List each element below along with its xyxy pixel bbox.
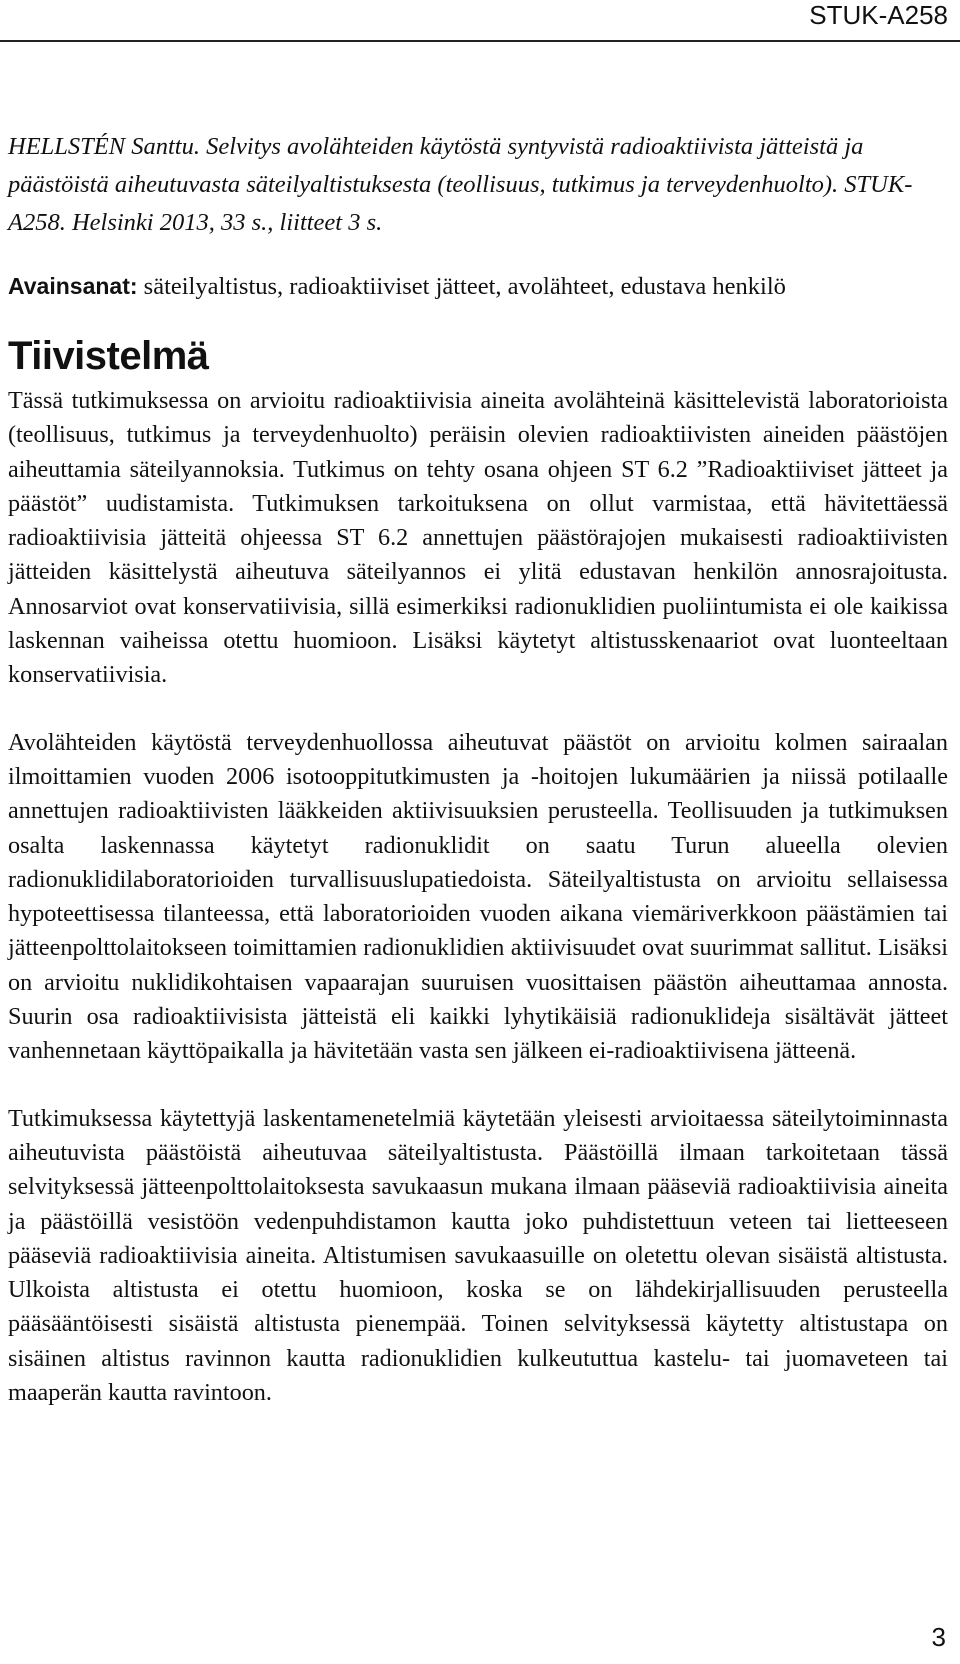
bibliographic-citation: HELLSTÉN Santtu. Selvitys avolähteiden käytöstä syntyvistä radioaktiivista jätteistä ja päästöistä aiheutuvasta säteilyaltistuksesta (teollisuus, tutkimus ja terveydenhuolto). STUK-A258. Helsinki 2013, 33 s., liitteet 3 s.	[8, 133, 913, 236]
header-divider	[0, 40, 960, 42]
keywords-label: Avainsanat:	[8, 273, 138, 299]
page-number: 3	[931, 1622, 946, 1652]
abstract-paragraph-1: Tässä tutkimuksessa on arvioitu radioaktiivisia aineita avolähteinä käsittelevistä laboratorioista (teollisuus, tutkimus ja terveydenhuolto) peräisin olevien radioaktiivisten aineiden päästöjen aiheuttamia säteilyannoksia. Tutkimus on tehty osana ohjeen ST 6.2 ”Radioaktiiviset jätteet ja päästöt” uudistamista. Tutkimuksen tarkoituksena on ollut varmistaa, että hävitettäessä radioaktiivisia jätteitä ohjeessa ST 6.2 annettujen päästörajojen mukaisesti radioaktiivisten jätteiden käsittelystä aiheutuva säteilyannos ei ylitä edustavan henkilön annosrajoitusta. Annosarviot ovat konservatiivisia, sillä esimerkiksi radionuklidien puoliintumista ei ole kaikissa laskennan vaiheissa otettu huomioon. Lisäksi käytetyt altistusskenaariot ovat luonteeltaan konservatiivisia.	[8, 387, 948, 689]
abstract-paragraph-2: Avolähteiden käytöstä terveydenhuollossa aiheutuvat päästöt on arvioitu kolmen sairaalan ilmoittamien vuoden 2006 isotooppitutkimusten ja -hoitojen lukumäärien ja niissä potilaalle annettujen radioaktiivisten lääkkeiden aktiivisuuksien perusteella. Teollisuuden ja tutkimuksen osalta laskennassa käytetyt radionuklidit on saatu Turun alueella olevien radionuklidilaboratorioiden turvallisuuslupatiedoista. Säteilyaltistusta on arvioitu sellaisessa hypoteettisessa tilanteessa, että laboratorioiden vuoden aikana viemäriverkkoon päästämien tai jätteenpolttolaitokseen toimittamien radionuklidien aktiivisuudet ovat suurimmat sallitut. Lisäksi on arvioitu nuklidikohtaisen vapaarajan suuruisen vuosittaisen päästön aiheuttamaa annosta. Suurin osa radioaktiivisista jätteistä eli kaikki lyhytikäisiä radionuklideja sisältävät jätteet vanhennetaan käyttöpaikalla ja hävitetään vasta sen jälkeen ei-radioaktiivisena jätteenä.	[8, 728, 948, 1065]
abstract-paragraph-3: Tutkimuksessa käytettyjä laskentamenetelmiä käytetään yleisesti arvioitaessa säteilytoiminnasta aiheutuvista päästöistä aiheutuvaa säteilyaltistusta. Päästöillä ilmaan tarkoitetaan tässä selvityksessä jätteenpolttolaitoksesta savukaasun mukana ilmaan pääseviä radioaktiivisia aineita ja päästöillä vesistöön vedenpuhdistamon kautta joko puhdistettuun veteen tai lietteeseen pääseviä radioaktiivisia aineita. Altistumisen savukaasuille on oletettu olevan sisäistä altistusta. Ulkoista altistusta ei otettu huomioon, koska se on lähdekirjallisuuden perusteella pääsääntöisesti sisäistä altistusta pienempää. Toinen selvityksessä käytetty altistustapa on sisäinen altistus ravinnon kautta radionuklidien kulkeututtua kastelu- tai juomaveteen tai maaperän kautta ravintoon.	[8, 1104, 948, 1407]
keywords-line	[8, 267, 948, 306]
section-title: Tiivistelmä	[8, 334, 209, 378]
report-code: STUK-A258	[809, 0, 948, 30]
keywords-text: säteilyaltistus, radioaktiiviset jätteet, avolähteet, edustava henkilö	[137, 273, 786, 300]
page-content	[8, 128, 948, 1410]
